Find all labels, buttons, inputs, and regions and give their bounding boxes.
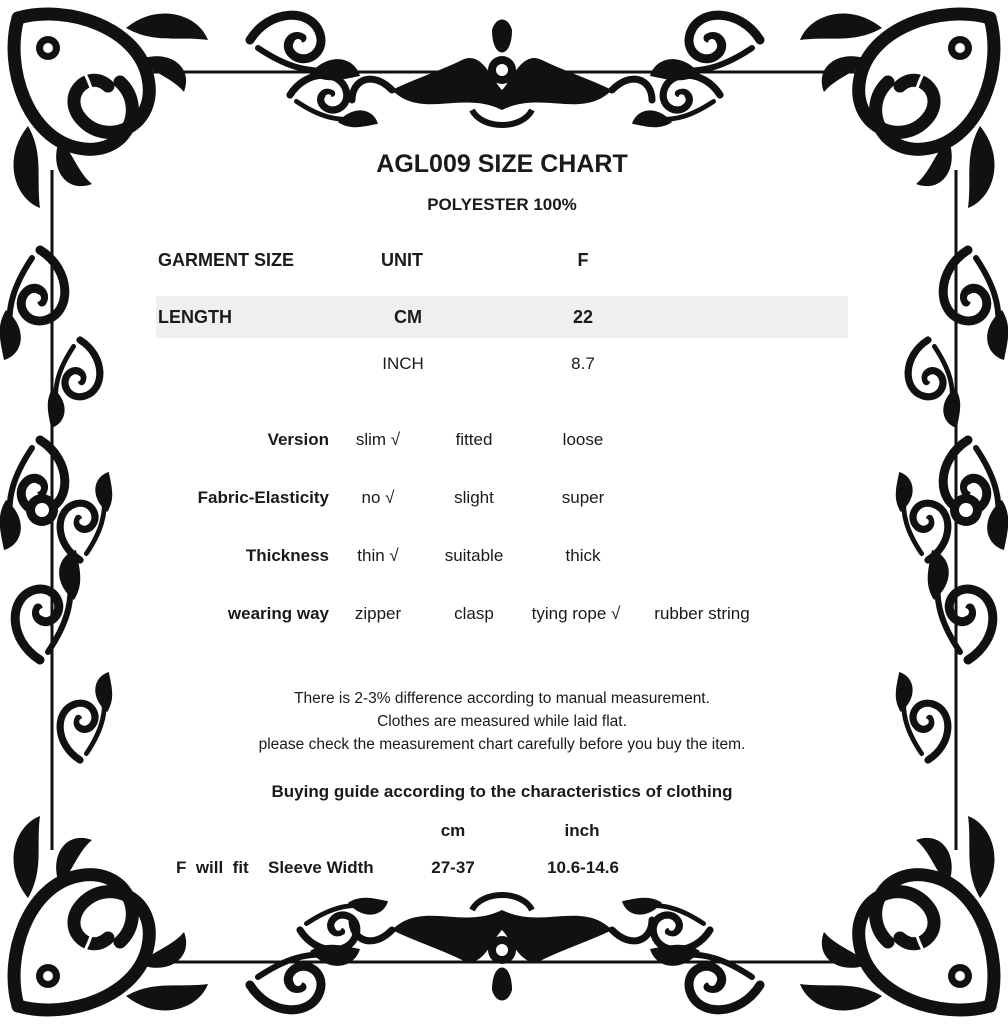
guide-fit-label: F will fit (176, 858, 249, 877)
row-value-cm: 22 (572, 307, 594, 327)
note-line: please check the measurement chart carefully before you buy the item. (258, 736, 746, 753)
chart-title: AGL009 SIZE CHART (376, 150, 628, 178)
attr-version-option: fitted (455, 430, 493, 449)
attr-version-label: Version (267, 430, 329, 449)
header-unit: UNIT (381, 250, 423, 270)
guide-col-inch: inch (564, 821, 600, 840)
header-garment-size: GARMENT SIZE (158, 250, 295, 270)
row-value-inch: 8.7 (571, 354, 595, 373)
row-label-length: LENGTH (158, 307, 232, 327)
attr-version-option: loose (562, 430, 604, 449)
attr-thickness-option: thick (565, 546, 601, 565)
attr-wearing-way-option: tying rope √ (531, 604, 621, 623)
table-row-shade (156, 296, 848, 338)
row-unit-inch: INCH (382, 354, 424, 373)
attr-thickness-option: thin √ (357, 546, 399, 565)
attr-thickness-label: Thickness (245, 546, 329, 565)
attr-wearing-way-option: zipper (354, 604, 402, 623)
guide-measure-name: Sleeve Width (268, 858, 374, 877)
note-line: There is 2-3% difference according to manual measurement. (294, 690, 710, 707)
attr-elasticity-option: no √ (361, 488, 395, 507)
material-subtitle: POLYESTER 100% (427, 195, 577, 214)
note-line: Clothes are measured while laid flat. (377, 713, 627, 730)
attr-thickness-option: suitable (444, 546, 504, 565)
attr-wearing-way-option: rubber string (654, 604, 750, 623)
attr-wearing-way-label: wearing way (227, 604, 329, 623)
guide-cm-value: 27-37 (431, 858, 475, 877)
guide-inch-value: 10.6-14.6 (547, 858, 619, 877)
header-size-f: F (577, 250, 589, 270)
guide-col-cm: cm (440, 821, 466, 840)
attr-wearing-way-option: clasp (454, 604, 494, 623)
row-unit-cm: CM (394, 307, 422, 327)
attr-version-option: slim √ (355, 430, 401, 449)
attr-elasticity-option: slight (454, 488, 494, 507)
attr-elasticity-label: Fabric-Elasticity (197, 488, 329, 507)
buying-guide-heading: Buying guide according to the characteristics of clothing (271, 782, 733, 801)
attr-elasticity-option: super (561, 488, 605, 507)
